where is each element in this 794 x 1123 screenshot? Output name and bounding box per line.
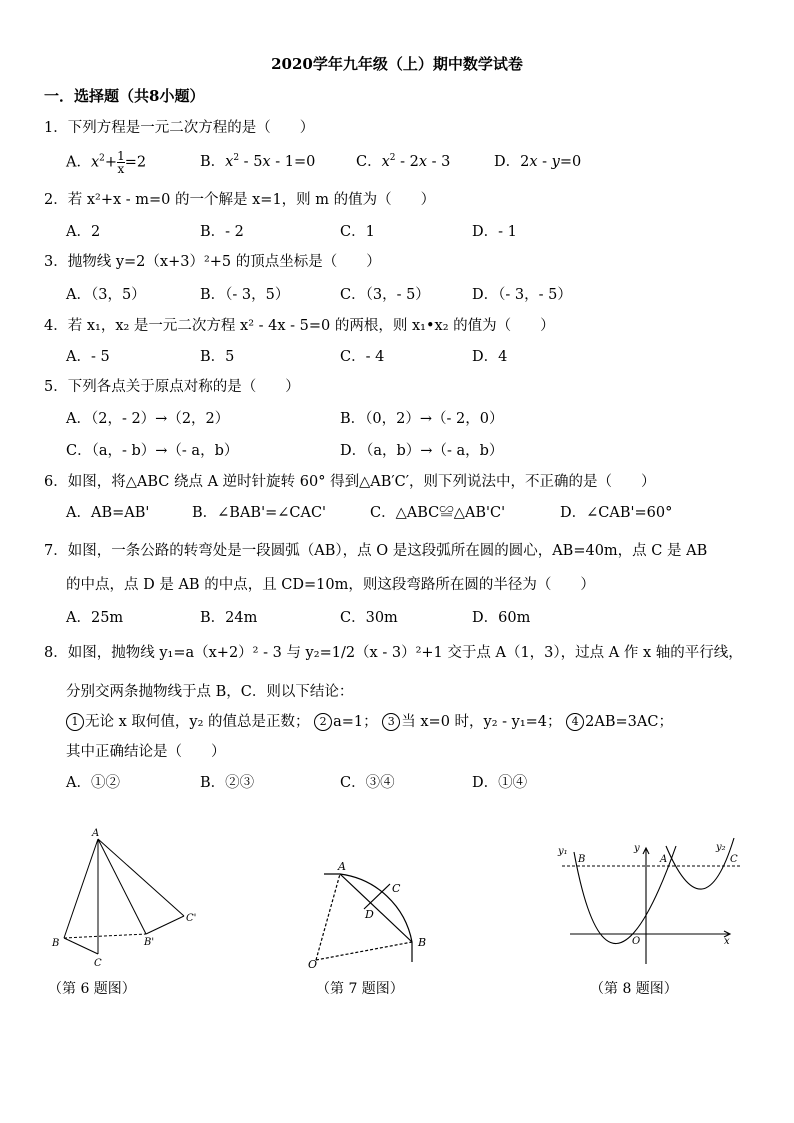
figure-8-diagram bbox=[552, 832, 752, 972]
q3-option-b[interactable]: B．（- 3，5） bbox=[200, 287, 290, 303]
fig8-label-y2: y₂ bbox=[716, 842, 726, 853]
question-8-stem-line2: 分别交两条抛物线于点 B，C．则以下结论： bbox=[66, 684, 354, 700]
question-1-stem: 1．下列方程是一元二次方程的是（ ） bbox=[44, 120, 315, 136]
question-8-stem-line3: 其中正确结论是（ ） bbox=[66, 744, 226, 760]
fig8-label-y1: y₁ bbox=[558, 846, 568, 857]
q5-option-d[interactable]: D．（a，b）→（- a，b） bbox=[340, 443, 504, 459]
q3-option-c[interactable]: C．（3，- 5） bbox=[340, 287, 430, 303]
q7-option-c[interactable]: C．30m bbox=[340, 610, 398, 626]
q7-option-d[interactable]: D．60m bbox=[472, 610, 531, 626]
q4-option-c[interactable]: C．- 4 bbox=[340, 349, 385, 365]
q2-option-a[interactable]: A．2 bbox=[66, 224, 101, 240]
question-6-stem: 6．如图，将△ABC 绕点 A 逆时针旋转 60° 得到△AB′C′，则下列说法中，不正确的是（ ） bbox=[44, 474, 656, 490]
fig6-label-a: A bbox=[92, 828, 100, 839]
fig6-label-b-prime: B' bbox=[144, 937, 155, 948]
q5-option-a[interactable]: A．（2，- 2）→（2，2） bbox=[66, 411, 230, 427]
fig7-label-c: C bbox=[392, 882, 401, 895]
q4-option-b[interactable]: B．5 bbox=[200, 349, 235, 365]
q3-option-a[interactable]: A．（3，5） bbox=[66, 287, 146, 303]
question-8-conclusions bbox=[66, 710, 673, 731]
question-7-stem-line2: 的中点，点 D 是 AB 的中点，且 CD=10m，则这段弯路所在圆的半径为（ ） bbox=[66, 577, 595, 593]
q4-option-d[interactable]: D．4 bbox=[472, 349, 508, 365]
question-7-stem-line1: 7．如图，一条公路的转弯处是一段圆弧（AB），点 O 是这段弧所在圆的圆心，AB=40m，点 C 是 AB bbox=[44, 543, 708, 559]
circled-1-icon: 1 bbox=[66, 713, 84, 731]
figure-6-caption: （第 6 题图） bbox=[48, 981, 136, 997]
figure-6-diagram bbox=[48, 826, 208, 971]
q1-option-d[interactable]: D．2x - y=0 bbox=[494, 154, 582, 170]
fig8-label-a: A bbox=[660, 854, 668, 865]
figure-8-caption: （第 8 题图） bbox=[590, 981, 678, 997]
q1-option-a[interactable]: A．$x^2+$ $\frac{1}{x}$ =2 bbox=[66, 149, 147, 176]
q6-option-d[interactable]: D．∠CAB'=60° bbox=[560, 505, 673, 521]
figure-7-caption: （第 7 题图） bbox=[316, 981, 404, 997]
fig8-label-o: O bbox=[632, 936, 641, 947]
q7-option-a[interactable]: A．25m bbox=[66, 610, 124, 626]
q4-option-a[interactable]: A．- 5 bbox=[66, 349, 110, 365]
fig7-label-o: O bbox=[308, 958, 318, 971]
question-4-stem: 4．若 x₁，x₂ 是一元二次方程 x² - 4x - 5=0 的两根，则 x₁•x₂ 的值为（ ） bbox=[44, 318, 555, 334]
figure-7-diagram bbox=[302, 854, 442, 974]
circled-2-icon: 2 bbox=[314, 713, 332, 731]
fig8-label-c: C bbox=[730, 854, 738, 865]
q8-option-a[interactable]: A．①② bbox=[66, 775, 120, 791]
q7-option-b[interactable]: B．24m bbox=[200, 610, 258, 626]
fig7-label-b: B bbox=[418, 936, 427, 949]
fig6-label-c-prime: C' bbox=[186, 913, 197, 924]
conclusion-2: a=1； bbox=[333, 714, 378, 730]
page-title: 2020学年九年级（上）期中数学试卷 bbox=[271, 55, 523, 73]
question-5-stem: 5．下列各点关于原点对称的是（ ） bbox=[44, 379, 300, 395]
conclusion-4: 2AB=3AC； bbox=[585, 714, 673, 730]
question-3-stem: 3．抛物线 y=2（x+3）²+5 的顶点坐标是（ ） bbox=[44, 254, 381, 270]
q3-option-d[interactable]: D．（- 3，- 5） bbox=[472, 287, 572, 303]
q2-option-b[interactable]: B．- 2 bbox=[200, 224, 244, 240]
q6-option-b[interactable]: B．∠BAB'=∠CAC' bbox=[192, 505, 327, 521]
section-heading: 一．选择题（共8小题） bbox=[44, 87, 205, 105]
q6-option-c[interactable]: C．△ABC≌△AB'C' bbox=[370, 505, 506, 521]
q8-option-b[interactable]: B．②③ bbox=[200, 775, 255, 791]
question-8-stem-line1: 8．如图，抛物线 y₁=a（x+2）² - 3 与 y₂=1/2（x - 3）²+1 交于点 A（1，3），过点 A 作 x 轴的平行线， bbox=[44, 645, 743, 661]
fig6-label-b: B bbox=[52, 938, 60, 949]
fig7-label-d: D bbox=[365, 908, 374, 921]
circled-3-icon: 3 bbox=[382, 713, 400, 731]
q1-option-b[interactable]: B．$x^2 - 5x - 1=0$ bbox=[200, 153, 316, 170]
circled-4-icon: 4 bbox=[566, 713, 584, 731]
fig6-label-c: C bbox=[94, 958, 102, 969]
fig7-label-a: A bbox=[338, 860, 346, 873]
q1-option-c[interactable]: C．$x^2 - 2x - 3$ bbox=[356, 153, 451, 170]
fig8-label-b: B bbox=[578, 854, 586, 865]
q6-option-a[interactable]: A．AB=AB' bbox=[66, 505, 150, 521]
conclusion-1: 无论 x 取何值，y₂ 的值总是正数； bbox=[85, 714, 310, 730]
q2-option-d[interactable]: D．- 1 bbox=[472, 224, 517, 240]
q2-option-c[interactable]: C．1 bbox=[340, 224, 375, 240]
q8-option-d[interactable]: D．①④ bbox=[472, 775, 528, 791]
conclusion-3: 当 x=0 时，y₂ - y₁=4； bbox=[401, 714, 562, 730]
question-2-stem: 2．若 x²+x - m=0 的一个解是 x=1，则 m 的值为（ ） bbox=[44, 192, 436, 208]
q5-option-c[interactable]: C．（a，- b）→（- a，b） bbox=[66, 443, 239, 459]
q8-option-c[interactable]: C．③④ bbox=[340, 775, 395, 791]
q5-option-b[interactable]: B．（0，2）→（- 2，0） bbox=[340, 411, 504, 427]
fig8-label-x: x bbox=[724, 936, 730, 947]
fig8-label-y: y bbox=[634, 843, 640, 854]
